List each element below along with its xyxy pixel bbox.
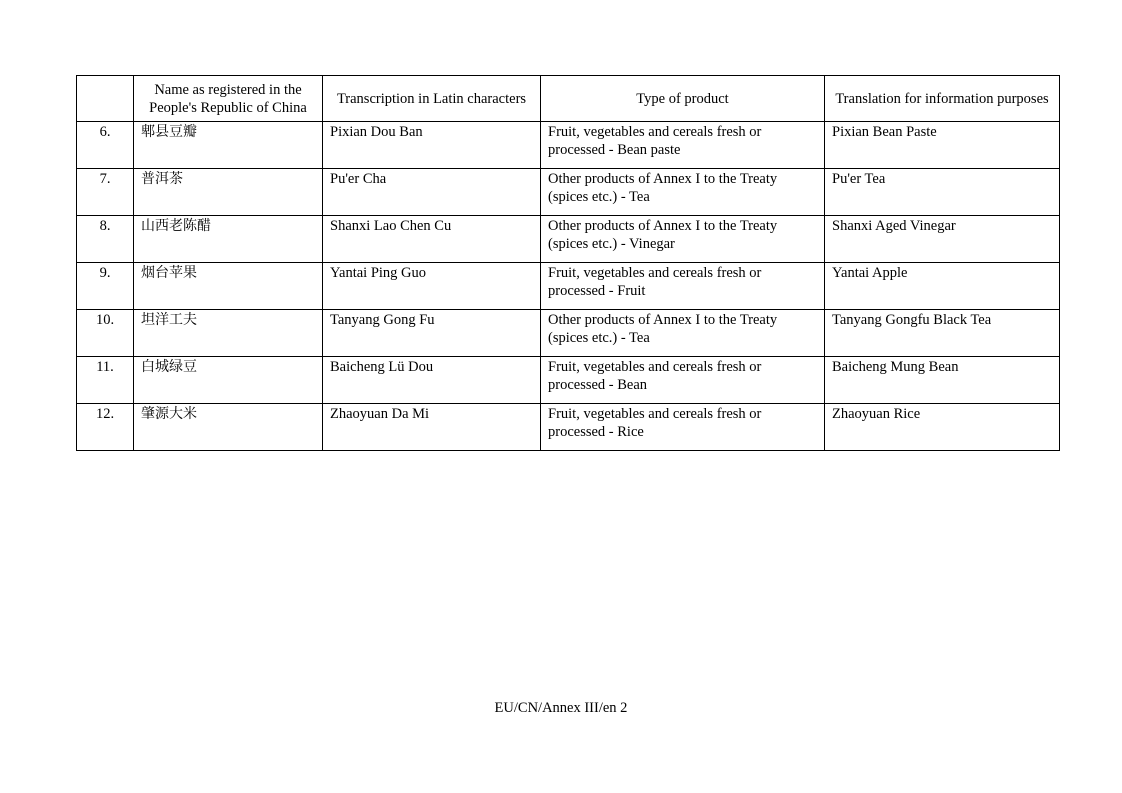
translation: Pu'er Tea (825, 169, 1060, 216)
header-transcription: Transcription in Latin characters (323, 76, 541, 122)
header-number (77, 76, 134, 122)
product-type: Other products of Annex I to the Treaty (spices etc.) - Vinegar (541, 216, 825, 263)
transcription: Shanxi Lao Chen Cu (323, 216, 541, 263)
row-number: 11. (77, 357, 134, 404)
translation: Pixian Bean Paste (825, 122, 1060, 169)
transcription: Zhaoyuan Da Mi (323, 404, 541, 451)
transcription: Pixian Dou Ban (323, 122, 541, 169)
table-row (77, 216, 1060, 263)
page-footer-reference: EU/CN/Annex III/en 2 (494, 700, 628, 716)
translation: Shanxi Aged Vinegar (825, 216, 1060, 263)
table-row (77, 122, 1060, 169)
transcription: Yantai Ping Guo (323, 263, 541, 310)
translation: Tanyang Gongfu Black Tea (825, 310, 1060, 357)
registered-name: 白城绿豆 (134, 357, 323, 404)
registered-name: 郫县豆瓣 (134, 122, 323, 169)
table-header (77, 76, 1060, 122)
translation: Yantai Apple (825, 263, 1060, 310)
product-type: Other products of Annex I to the Treaty (spices etc.) - Tea (541, 169, 825, 216)
header-product-type: Type of product (541, 76, 825, 122)
product-type: Fruit, vegetables and cereals fresh or processed - Rice (541, 404, 825, 451)
table-row (77, 310, 1060, 357)
registered-name: 烟台苹果 (134, 263, 323, 310)
table-row (77, 357, 1060, 404)
product-type: Fruit, vegetables and cereals fresh or processed - Fruit (541, 263, 825, 310)
row-number: 12. (77, 404, 134, 451)
geographical-indications-table (76, 75, 1060, 451)
table-row (77, 169, 1060, 216)
product-type: Fruit, vegetables and cereals fresh or processed - Bean paste (541, 122, 825, 169)
table-row (77, 263, 1060, 310)
registered-name: 山西老陈醋 (134, 216, 323, 263)
table-body (77, 122, 1060, 451)
registered-name: 肇源大米 (134, 404, 323, 451)
row-number: 10. (77, 310, 134, 357)
translation: Zhaoyuan Rice (825, 404, 1060, 451)
transcription: Baicheng Lü Dou (323, 357, 541, 404)
row-number: 7. (77, 169, 134, 216)
transcription: Pu'er Cha (323, 169, 541, 216)
row-number: 9. (77, 263, 134, 310)
translation: Baicheng Mung Bean (825, 357, 1060, 404)
table-row (77, 404, 1060, 451)
row-number: 8. (77, 216, 134, 263)
transcription: Tanyang Gong Fu (323, 310, 541, 357)
header-translation: Translation for information purposes (825, 76, 1060, 122)
registered-name: 普洱茶 (134, 169, 323, 216)
row-number: 6. (77, 122, 134, 169)
product-type: Fruit, vegetables and cereals fresh or processed - Bean (541, 357, 825, 404)
registered-name: 坦洋工夫 (134, 310, 323, 357)
product-type: Other products of Annex I to the Treaty (spices etc.) - Tea (541, 310, 825, 357)
header-row (77, 76, 1060, 122)
header-registered-name: Name as registered in the People's Republic of China (134, 76, 323, 122)
